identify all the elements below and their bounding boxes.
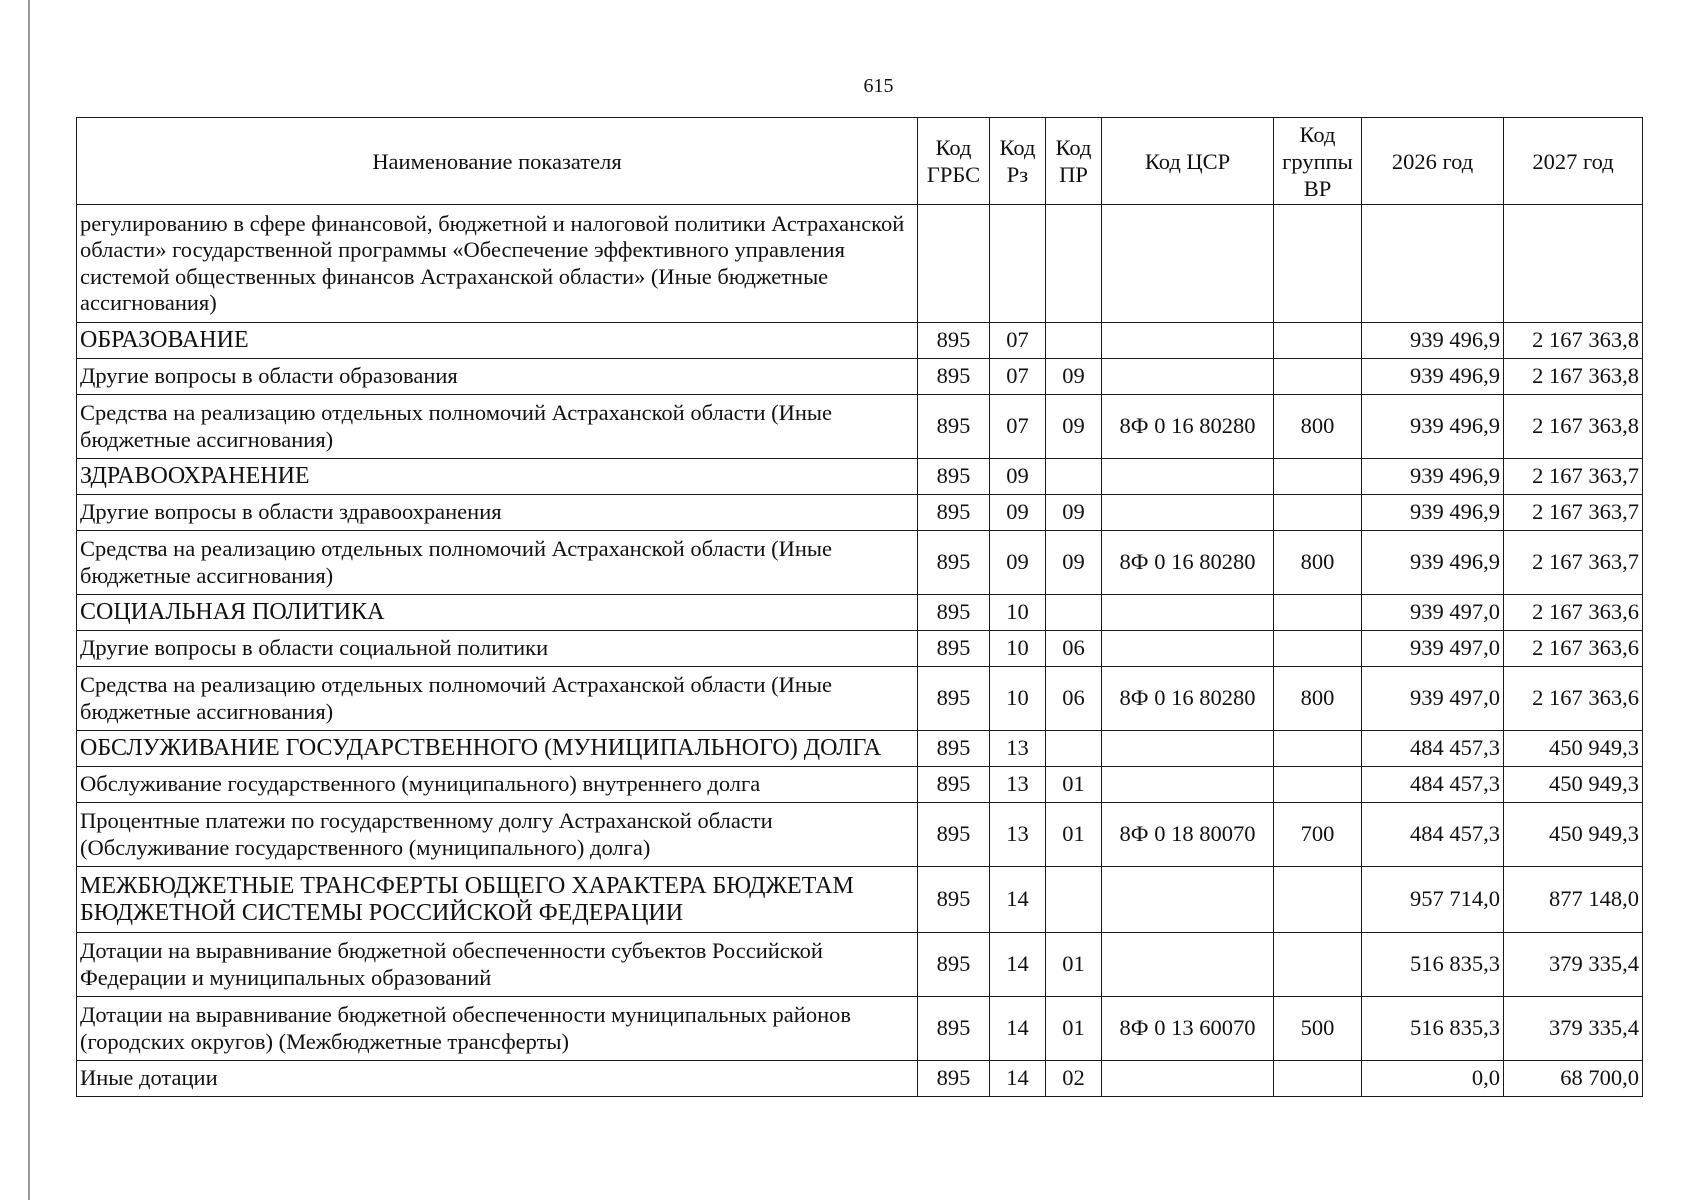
row-rz: 09 [990,495,1046,531]
row-name: Обслуживание государственного (муниципального) внутреннего долга [77,767,918,803]
row-name: Другие вопросы в области образования [77,359,918,395]
table-row [77,495,1643,531]
row-2027: 2 167 363,6 [1504,595,1643,631]
row-2026: 939 496,9 [1362,359,1504,395]
row-2027: 2 167 363,7 [1504,495,1643,531]
row-grbs: 895 [918,631,990,667]
header-name: Наименование показателя [77,118,918,205]
table-row [77,205,1643,323]
row-vr: 700 [1274,803,1362,867]
row-vr [1274,359,1362,395]
row-grbs: 895 [918,767,990,803]
row-2026: 939 496,9 [1362,459,1504,495]
row-name: Другие вопросы в области здравоохранения [77,495,918,531]
row-2027: 450 949,3 [1504,767,1643,803]
row-grbs: 895 [918,323,990,359]
row-pr [1046,731,1102,767]
row-csr [1102,731,1274,767]
row-2026: 939 497,0 [1362,667,1504,731]
row-vr: 800 [1274,395,1362,459]
row-2026: 957 714,0 [1362,867,1504,933]
row-rz: 09 [990,459,1046,495]
table-header-row [77,118,1643,205]
row-2027: 2 167 363,7 [1504,459,1643,495]
table-row [77,667,1643,731]
row-rz [990,205,1046,323]
header-vr: Код группы ВР [1274,118,1362,205]
row-csr [1102,359,1274,395]
row-csr [1102,933,1274,997]
row-2027: 68 700,0 [1504,1061,1643,1097]
table-row [77,933,1643,997]
row-pr: 09 [1046,359,1102,395]
table-row [77,359,1643,395]
table-row [77,767,1643,803]
row-2026: 939 496,9 [1362,395,1504,459]
row-2027: 2 167 363,6 [1504,631,1643,667]
row-vr [1274,595,1362,631]
row-grbs [918,205,990,323]
row-pr: 01 [1046,803,1102,867]
row-rz: 10 [990,595,1046,631]
row-csr [1102,495,1274,531]
row-name: Средства на реализацию отдельных полномочий Астраханской области (Иные бюджетные ассигнования) [77,395,918,459]
row-csr [1102,323,1274,359]
row-vr [1274,1061,1362,1097]
row-rz: 07 [990,395,1046,459]
row-vr: 800 [1274,667,1362,731]
row-grbs: 895 [918,867,990,933]
row-vr [1274,459,1362,495]
table-row [77,1061,1643,1097]
row-csr [1102,1061,1274,1097]
row-csr [1102,767,1274,803]
row-csr [1102,205,1274,323]
row-2026: 516 835,3 [1362,933,1504,997]
row-name: ЗДРАВООХРАНЕНИЕ [77,459,918,495]
row-pr: 01 [1046,997,1102,1061]
row-rz: 13 [990,731,1046,767]
table-row [77,867,1643,933]
row-name: Процентные платежи по государственному долгу Астраханской области (Обслуживание государственного (муниципального) долга) [77,803,918,867]
row-grbs: 895 [918,731,990,767]
row-pr: 01 [1046,767,1102,803]
row-name: МЕЖБЮДЖЕТНЫЕ ТРАНСФЕРТЫ ОБЩЕГО ХАРАКТЕРА БЮДЖЕТАМ БЮДЖЕТНОЙ СИСТЕМЫ РОССИЙСКОЙ ФЕДЕРАЦИИ [77,867,918,933]
row-name: Дотации на выравнивание бюджетной обеспеченности субъектов Российской Федерации и муниципальных образований [77,933,918,997]
table-row [77,997,1643,1061]
row-pr [1046,459,1102,495]
table-row [77,531,1643,595]
row-csr [1102,459,1274,495]
row-grbs: 895 [918,595,990,631]
row-csr: 8Ф 0 16 80280 [1102,531,1274,595]
row-rz: 13 [990,767,1046,803]
row-csr [1102,631,1274,667]
row-vr [1274,495,1362,531]
row-name: ОБРАЗОВАНИЕ [77,323,918,359]
row-vr [1274,767,1362,803]
row-rz: 14 [990,867,1046,933]
table-row [77,803,1643,867]
row-vr [1274,631,1362,667]
page-number: 615 [863,75,894,97]
row-vr [1274,731,1362,767]
row-grbs: 895 [918,395,990,459]
row-rz: 14 [990,1061,1046,1097]
row-2027: 2 167 363,8 [1504,359,1643,395]
row-rz: 09 [990,531,1046,595]
row-pr: 09 [1046,495,1102,531]
row-pr [1046,867,1102,933]
row-grbs: 895 [918,1061,990,1097]
row-2027: 450 949,3 [1504,731,1643,767]
row-grbs: 895 [918,803,990,867]
row-vr [1274,867,1362,933]
row-grbs: 895 [918,667,990,731]
row-name: Иные дотации [77,1061,918,1097]
row-vr [1274,323,1362,359]
row-rz: 14 [990,997,1046,1061]
table-row [77,459,1643,495]
row-pr [1046,205,1102,323]
row-csr [1102,595,1274,631]
table-row [77,731,1643,767]
table-row [77,395,1643,459]
row-2027: 2 167 363,6 [1504,667,1643,731]
row-2026 [1362,205,1504,323]
row-2027: 379 335,4 [1504,933,1643,997]
header-rz: Код Рз [990,118,1046,205]
header-2027: 2027 год [1504,118,1643,205]
row-name: регулированию в сфере финансовой, бюджетной и налоговой политики Астраханской области» государственной программы «Обеспечение эффективного управления системой общественных финансов Астраханской области» (Иные бюджетные ассигнования) [77,205,918,323]
row-pr: 09 [1046,531,1102,595]
row-2027: 2 167 363,7 [1504,531,1643,595]
row-csr: 8Ф 0 16 80280 [1102,395,1274,459]
row-name: Средства на реализацию отдельных полномочий Астраханской области (Иные бюджетные ассигнования) [77,667,918,731]
row-2026: 939 497,0 [1362,595,1504,631]
row-2026: 516 835,3 [1362,997,1504,1061]
row-2027: 877 148,0 [1504,867,1643,933]
row-pr: 02 [1046,1061,1102,1097]
row-2026: 939 497,0 [1362,631,1504,667]
row-rz: 13 [990,803,1046,867]
row-pr: 06 [1046,667,1102,731]
row-name: Другие вопросы в области социальной политики [77,631,918,667]
row-rz: 10 [990,667,1046,731]
row-pr: 01 [1046,933,1102,997]
row-2026: 939 496,9 [1362,531,1504,595]
row-grbs: 895 [918,359,990,395]
row-2027 [1504,205,1643,323]
budget-table [76,117,1643,1097]
row-grbs: 895 [918,933,990,997]
row-grbs: 895 [918,531,990,595]
header-pr: Код ПР [1046,118,1102,205]
header-2026: 2026 год [1362,118,1504,205]
row-2026: 0,0 [1362,1061,1504,1097]
row-csr: 8Ф 0 16 80280 [1102,667,1274,731]
row-vr [1274,205,1362,323]
header-grbs: Код ГРБС [918,118,990,205]
row-2027: 450 949,3 [1504,803,1643,867]
row-2026: 939 496,9 [1362,323,1504,359]
row-vr: 500 [1274,997,1362,1061]
row-grbs: 895 [918,997,990,1061]
row-2027: 2 167 363,8 [1504,323,1643,359]
row-rz: 10 [990,631,1046,667]
row-2026: 484 457,3 [1362,767,1504,803]
row-vr: 800 [1274,531,1362,595]
row-csr: 8Ф 0 13 60070 [1102,997,1274,1061]
page-edge-line [28,0,30,1200]
row-pr [1046,595,1102,631]
table-row [77,631,1643,667]
table-row [77,323,1643,359]
row-2026: 484 457,3 [1362,731,1504,767]
row-name: Дотации на выравнивание бюджетной обеспеченности муниципальных районов (городских округов) (Межбюджетные трансферты) [77,997,918,1061]
row-name: Средства на реализацию отдельных полномочий Астраханской области (Иные бюджетные ассигнования) [77,531,918,595]
row-2027: 379 335,4 [1504,997,1643,1061]
row-pr: 09 [1046,395,1102,459]
row-csr: 8Ф 0 18 80070 [1102,803,1274,867]
row-pr: 06 [1046,631,1102,667]
row-grbs: 895 [918,495,990,531]
row-vr [1274,933,1362,997]
row-csr [1102,867,1274,933]
row-name: ОБСЛУЖИВАНИЕ ГОСУДАРСТВЕННОГО (МУНИЦИПАЛЬНОГО) ДОЛГА [77,731,918,767]
row-rz: 07 [990,323,1046,359]
row-rz: 14 [990,933,1046,997]
table-row [77,595,1643,631]
row-2026: 939 496,9 [1362,495,1504,531]
row-grbs: 895 [918,459,990,495]
row-2027: 2 167 363,8 [1504,395,1643,459]
row-rz: 07 [990,359,1046,395]
row-name: СОЦИАЛЬНАЯ ПОЛИТИКА [77,595,918,631]
row-2026: 484 457,3 [1362,803,1504,867]
row-pr [1046,323,1102,359]
header-csr: Код ЦСР [1102,118,1274,205]
